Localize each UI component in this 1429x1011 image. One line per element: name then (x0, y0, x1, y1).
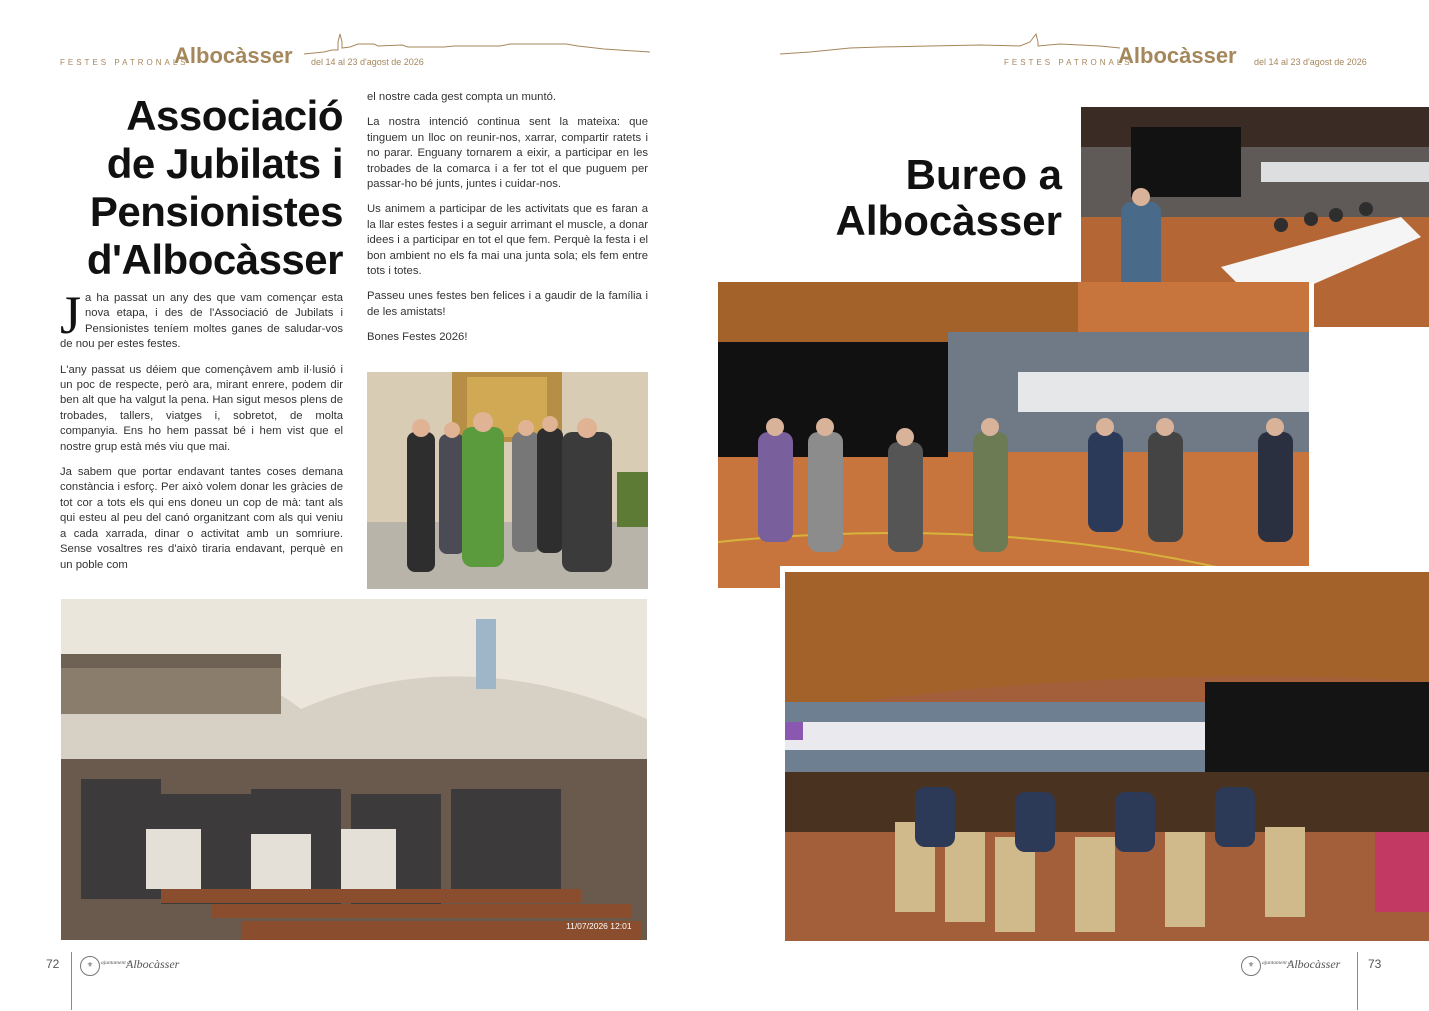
festes-patronals-label: FESTES PATRONALS (60, 58, 189, 67)
paragraph-text: a ha passat un any des que vam començar esta nova etapa, i des de l'Associació de Jubilats i Pensionistes teníem moltes ganes de saludar-vos de nou per estes festes. (60, 292, 343, 351)
brand-title: Albocàsser (1118, 43, 1237, 68)
title-line: Bureo a (905, 151, 1062, 198)
drop-cap: J (60, 285, 82, 345)
text-column-2 (367, 90, 648, 356)
skyline-icon (780, 28, 1120, 62)
seal-icon: ⚜ (1241, 956, 1261, 976)
page-number-left: 72 (46, 957, 60, 971)
festival-dates: del 14 al 23 d'agost de 2026 (311, 57, 424, 67)
page-title (60, 92, 343, 284)
logo-prefix: ajuntament d' (101, 960, 132, 966)
paragraph: Passeu unes festes ben felices i a gaudir de la família i de les amistats! (367, 290, 648, 318)
hall-dance-photo (718, 282, 1314, 592)
photo-timestamp: 11/07/2026 12:01 (566, 921, 632, 931)
logo-prefix: ajuntament d' (1262, 960, 1293, 966)
title-line: de Jubilats i (106, 140, 343, 187)
footer-divider (71, 952, 72, 1010)
title-line: d'Albocàsser (86, 236, 343, 283)
footer-divider (1357, 952, 1358, 1010)
footer-logo (80, 956, 190, 978)
paragraph (60, 285, 343, 353)
header-left (60, 38, 650, 74)
brand-title: Albocàsser (174, 43, 293, 68)
header-right (780, 38, 1370, 74)
page-title (790, 152, 1062, 244)
hall-musicians-photo (780, 566, 1429, 941)
footer-logo (1241, 956, 1351, 978)
paragraph: el nostre cada gest compta un muntó. (367, 91, 557, 103)
church-mass-photo (61, 599, 647, 940)
festival-dates: del 14 al 23 d'agost de 2026 (1254, 57, 1367, 67)
seal-icon: ⚜ (80, 956, 100, 976)
page-number-right: 73 (1368, 957, 1382, 971)
paragraph: Bones Festes 2026! (367, 331, 468, 344)
logo-name: Albocàsser (1287, 957, 1341, 971)
paragraph: Ja sabem que portar endavant tantes coses demana constància i esforç. Per això volem donar les gràcies de tot cor a tots els qui ens doneu un cop de mà: tant als qui esteu al peu del canó organitzant com als qui veniu a cada xarrada, dinar o activitat amb un somriure. Sense vosaltres res d'això tiraria endavant, perquè en un poble com (60, 466, 343, 571)
paragraph: La nostra intenció continua sent la mateixa: que tinguem un lloc on reunir-nos, xarrar, compartir ratets i no parar. Enguany tornarem a eixir, a participar en les trobades de la comarca i a fer tot el que puguem per passar-ho bé junts, juntes i cuidar-nos. (367, 116, 648, 191)
title-line: Associació (126, 92, 343, 139)
skyline-icon (304, 28, 650, 62)
title-line: Pensionistes (89, 188, 343, 235)
group-photo (367, 372, 648, 589)
paragraph: L'any passat us déiem que començàvem amb il·lusió i un poc de respecte, però ara, mirant enrere, podem dir ben alt que ha valgut la pena. Han sigut mesos plens de trobades, tallers, viatges i, sobretot, de molta companyia. Ens ho hem passat bé i hem vist que el nostre grup està més viu que mai. (60, 363, 343, 453)
paragraph: Us animem a participar de les activitats que es faran a la llar estes festes i a seguir arrimant el muscle, a donar idees i a participar en tot el que fem. Perquè la festa i el bon ambient no els fa mai una junta sola; els fem entre tots i totes. (367, 203, 648, 278)
title-line: Albocàsser (835, 197, 1062, 244)
text-column-1 (60, 285, 343, 583)
logo-name: Albocàsser (126, 957, 180, 971)
festes-patronals-label: FESTES PATRONALS (1004, 58, 1133, 67)
